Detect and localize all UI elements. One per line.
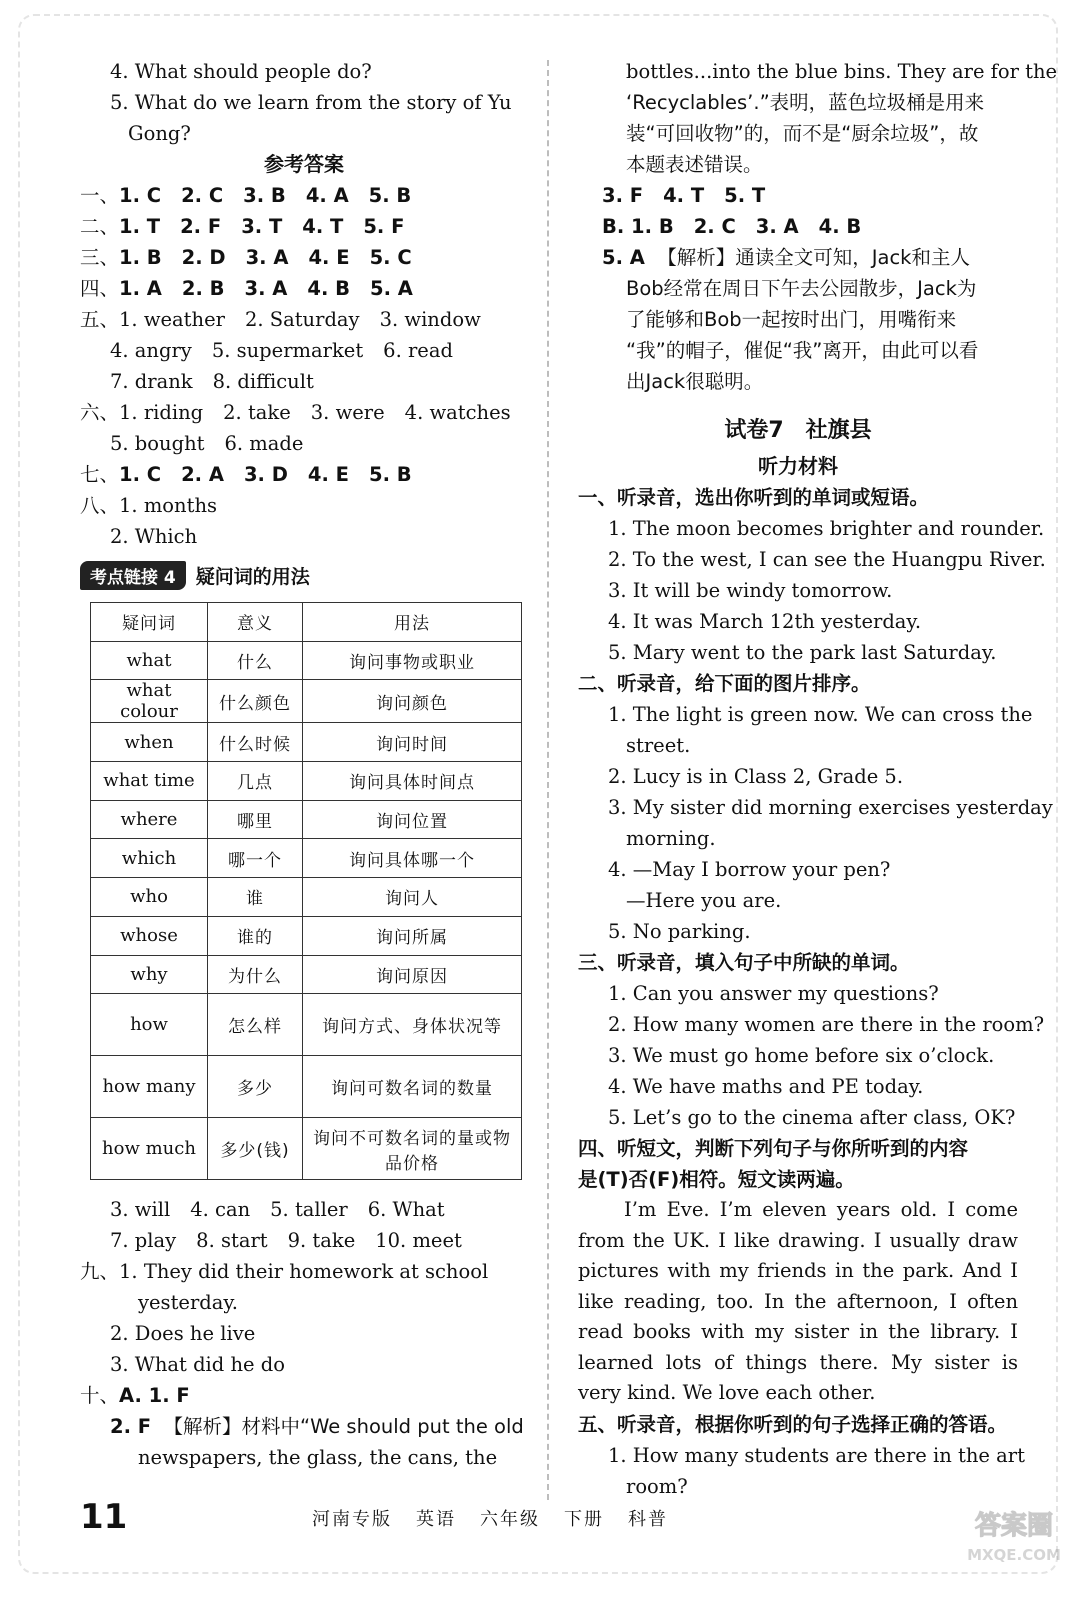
explanation-line: 本题表述错误。 bbox=[626, 153, 763, 176]
listening-item: 4. —May I borrow your pen? bbox=[608, 858, 891, 881]
section-heading: 四、听短文，判断下列句子与你所听到的内容 bbox=[578, 1137, 969, 1160]
answer-title: 参考答案 bbox=[264, 152, 344, 176]
table-row: why 为什么 询问原因 bbox=[91, 955, 522, 994]
answer-row: 3. F 4. T 5. T bbox=[602, 184, 766, 207]
explanation-line: 出Jack很聪明。 bbox=[626, 370, 764, 393]
section-heading: 二、听录音，给下面的图片排序。 bbox=[578, 672, 871, 695]
listening-item: 1. Can you answer my questions? bbox=[608, 982, 939, 1005]
watermark-logo bbox=[966, 1500, 1062, 1570]
listening-item: morning. bbox=[626, 827, 716, 850]
listening-item: 3. We must go home before six o’clock. bbox=[608, 1044, 995, 1067]
section-heading: 五、听录音，根据你听到的句子选择正确的答语。 bbox=[578, 1412, 1008, 1436]
answer-row: 三、1. B 2. D 3. A 4. E 5. C bbox=[80, 246, 412, 269]
listening-item: street. bbox=[626, 734, 691, 757]
explanation-line: 了能够和Bob一起按时出门，用嘴衔来 bbox=[626, 308, 957, 331]
table-row: which 哪一个 询问具体哪一个 bbox=[91, 839, 522, 878]
listening-passage: I’m Eve. I’m eleven years old. I come from the UK. I like drawing. I usually draw pictures with my friends in the park. And I like reading, too. In the afternoon, I often read books with my sister in the library. I learned lots of things there. My sister is very kind. We love each other. bbox=[578, 1198, 1018, 1404]
table-row: what colour 什么颜色 询问颜色 bbox=[91, 680, 522, 723]
listening-item: 1. How many students are there in the art bbox=[608, 1443, 1025, 1467]
explanation-line: 装“可回收物”的，而不是“厨余垃圾”，故 bbox=[626, 122, 979, 145]
answer-row: B. 1. B 2. C 3. A 4. B bbox=[602, 215, 862, 238]
left-column bbox=[80, 56, 528, 1473]
answer-row: 5. A 【解析】通读全文可知，Jack和主人 bbox=[602, 246, 970, 269]
knowledge-link-header bbox=[80, 558, 528, 592]
knowledge-link-badge: 考点链接 4 bbox=[80, 561, 186, 590]
answer-row: 一、1. C 2. C 3. B 4. A 5. B bbox=[80, 184, 412, 207]
answer-row: 4. angry 5. supermarket 6. read bbox=[110, 339, 453, 362]
explanation-line: bottles...into the blue bins. They are for the bbox=[626, 60, 1058, 83]
table-header-row: 疑问词 意义 用法 bbox=[91, 603, 522, 642]
question-word-table bbox=[90, 602, 522, 1180]
answer-row: 2. Which bbox=[110, 525, 198, 548]
answer-row: 2. Does he live bbox=[110, 1322, 256, 1346]
paper-title: 试卷7 社旗县 bbox=[724, 418, 872, 443]
answer-row: 5. bought 6. made bbox=[110, 432, 304, 455]
table-row: what 什么 询问事物或职业 bbox=[91, 641, 522, 680]
watermark-text: 答案圈 bbox=[974, 1511, 1054, 1541]
listening-item: room? bbox=[626, 1474, 688, 1498]
page-footer bbox=[80, 1497, 1020, 1537]
answer-row: 7. drank 8. difficult bbox=[110, 370, 314, 393]
listening-item: 2. How many women are there in the room? bbox=[608, 1013, 1045, 1036]
question-line: Gong? bbox=[128, 122, 191, 145]
answer-row: 六、1. riding 2. take 3. were 4. watches bbox=[80, 401, 511, 424]
answer-row: 十、A. 1. F bbox=[80, 1384, 190, 1408]
section-heading: 一、听录音，选出你听到的单词或短语。 bbox=[578, 486, 930, 509]
listening-item: 4. We have maths and PE today. bbox=[608, 1075, 924, 1098]
section-heading: 是(T)否(F)相符。短文读两遍。 bbox=[578, 1168, 855, 1191]
knowledge-link-title: 疑问词的用法 bbox=[195, 565, 310, 588]
explanation-line: Bob经常在周日下午去公园散步，Jack为 bbox=[626, 277, 977, 300]
answer-row: 二、1. T 2. F 3. T 4. T 5. F bbox=[80, 215, 405, 238]
explanation-line: “我”的帽子，催促“我”离开，由此可以看 bbox=[626, 339, 979, 362]
table-row: whose 谁的 询问所属 bbox=[91, 916, 522, 955]
table-row: who 谁 询问人 bbox=[91, 878, 522, 917]
answer-row: newspapers, the glass, the cans, the bbox=[138, 1446, 498, 1470]
section-heading: 三、听录音，填入句子中所缺的单词。 bbox=[578, 951, 910, 974]
listening-item: 2. Lucy is in Class 2, Grade 5. bbox=[608, 765, 904, 788]
listening-item: 2. To the west, I can see the Huangpu River. bbox=[608, 548, 1046, 571]
page-number: 11 bbox=[80, 1497, 128, 1537]
answer-row: 七、1. C 2. A 3. D 4. E 5. B bbox=[80, 463, 412, 486]
right-column bbox=[578, 56, 1058, 1502]
answer-row: 九、1. They did their homework at school bbox=[80, 1260, 489, 1284]
footer-info: 河南专版 英语 六年级 下册 科普 bbox=[312, 1509, 668, 1530]
answer-row: 五、1. weather 2. Saturday 3. window bbox=[80, 308, 481, 331]
table-row: how much 多少(钱) 询问不可数名词的量或物品价格 bbox=[91, 1118, 522, 1180]
listening-item: 5. No parking. bbox=[608, 920, 751, 943]
listening-item: 3. It will be windy tomorrow. bbox=[608, 579, 893, 602]
listening-item: 4. It was March 12th yesterday. bbox=[608, 610, 922, 633]
explanation-line: ‘Recyclables’.”表明，蓝色垃圾桶是用来 bbox=[626, 91, 985, 114]
listening-item: 1. The moon becomes brighter and rounder. bbox=[608, 517, 1045, 540]
answer-row: 3. What did he do bbox=[110, 1353, 285, 1377]
answer-row: 3. will 4. can 5. taller 6. What bbox=[110, 1198, 445, 1222]
listening-item: 5. Let’s go to the cinema after class, OK? bbox=[608, 1106, 1016, 1129]
table-row: what time 几点 询问具体时间点 bbox=[91, 762, 522, 801]
question-line: 4. What should people do? bbox=[110, 60, 372, 83]
listening-item: —Here you are. bbox=[626, 889, 782, 912]
listening-title: 听力材料 bbox=[758, 454, 838, 478]
table-row: when 什么时候 询问时间 bbox=[91, 723, 522, 762]
answer-row: 四、1. A 2. B 3. A 4. B 5. A bbox=[80, 277, 413, 300]
table-row: how 怎么样 询问方式、身体状况等 bbox=[91, 994, 522, 1056]
column-divider bbox=[547, 60, 549, 1500]
answer-row: 2. F 【解析】材料中“We should put the old bbox=[110, 1415, 524, 1439]
table-row: how many 多少 询问可数名词的数量 bbox=[91, 1056, 522, 1118]
answer-row: yesterday. bbox=[138, 1291, 238, 1315]
watermark-url: MXQE.COM bbox=[967, 1546, 1061, 1564]
listening-item: 5. Mary went to the park last Saturday. bbox=[608, 641, 997, 664]
listening-item: 3. My sister did morning exercises yesterday bbox=[608, 796, 1053, 819]
answer-row: 八、1. months bbox=[80, 494, 218, 517]
table-row: where 哪里 询问位置 bbox=[91, 800, 522, 839]
question-line: 5. What do we learn from the story of Yu bbox=[110, 91, 512, 114]
answer-row: 7. play 8. start 9. take 10. meet bbox=[110, 1229, 462, 1253]
listening-item: 1. The light is green now. We can cross the bbox=[608, 703, 1033, 726]
